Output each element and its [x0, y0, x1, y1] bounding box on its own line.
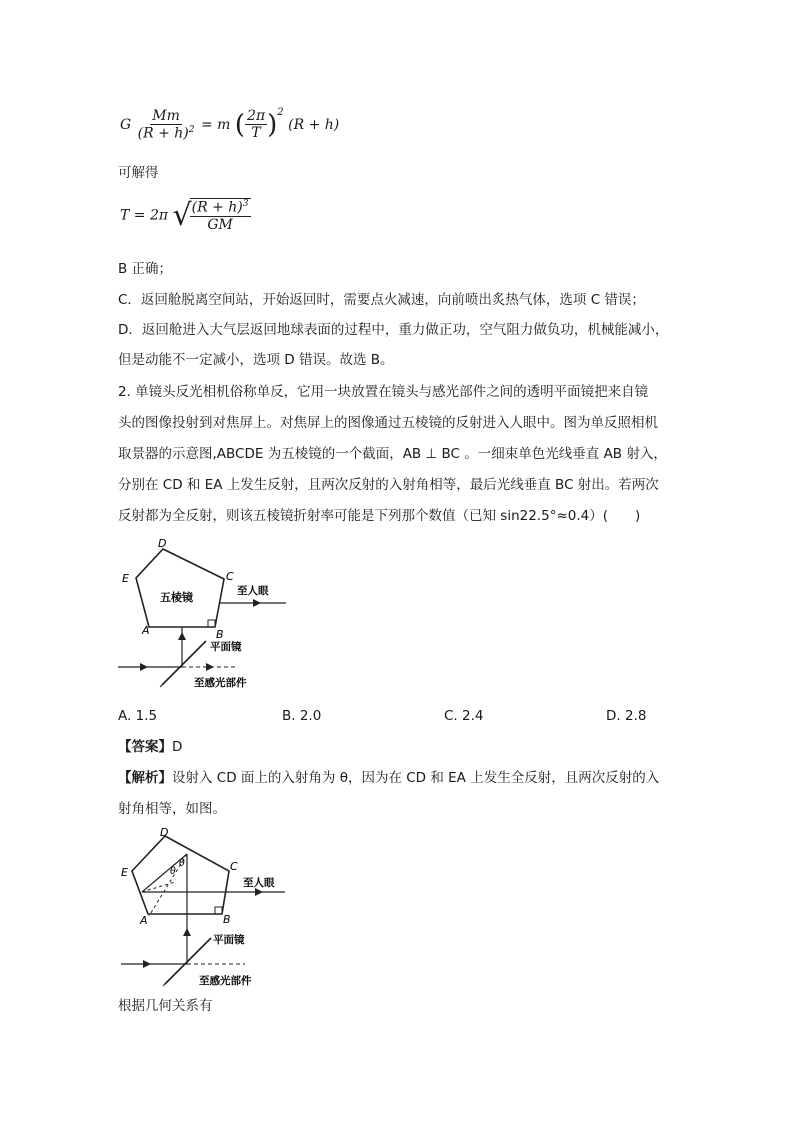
normal-line — [142, 882, 175, 892]
fraction-denominator — [136, 125, 197, 142]
question-line: 取景器的示意图,ABCDE 为五棱镜的一个截面，AB ⊥ BC 。一细束单色光线垂直 AB 射入， — [118, 446, 667, 462]
vertex-label-e: E — [122, 572, 129, 585]
fraction-denominator: GM — [207, 216, 233, 233]
mirror-label: 平面镜 — [210, 641, 242, 653]
arrow-head — [140, 663, 148, 671]
formula-term: (R + h) — [288, 116, 340, 133]
fraction-numerator: Mm — [152, 108, 180, 124]
pentaprism-figure — [110, 535, 300, 695]
analysis-text: 设射入 CD 面上的入射角为 θ，因为在 CD 和 EA 上发生全反射，且两次反射的入 — [172, 770, 660, 786]
formula-period — [120, 198, 251, 233]
eye-label: 至人眼 — [243, 877, 275, 889]
vertex-label-a: A — [142, 624, 150, 637]
formula-symbol: G — [120, 116, 132, 133]
option-a[interactable]: A. 1.5 — [118, 708, 158, 724]
fraction-numerator-text: (R + h) — [191, 199, 243, 216]
arrow-head — [253, 599, 261, 607]
exponent: 3 — [242, 199, 249, 210]
arrow-head — [206, 663, 214, 671]
right-angle-mark — [215, 907, 222, 914]
sqrt-sign: √ — [172, 198, 192, 233]
analysis-tag: 【解析】 — [118, 770, 172, 786]
question-line: 头的图像投射到对焦屏上。对焦屏上的图像通过五棱镜的反射进入人眼中。图为单反照相机 — [118, 415, 658, 431]
vertex-label-d: D — [160, 826, 169, 839]
fraction-denominator-text: (R + h) — [137, 125, 189, 142]
theta-label: θ — [170, 866, 176, 877]
vertex-label-e: E — [121, 866, 128, 879]
arrow-head — [143, 960, 151, 968]
text-line: D．返回舱进入大气层返回地球表面的过程中，重力做正功，空气阻力做负功，机械能减小， — [118, 322, 669, 338]
text-line: 根据几何关系有 — [118, 998, 213, 1014]
vertex-label-a: A — [140, 914, 148, 927]
question-line: 2. 单镜头反光相机俗称单反，它用一块放置在镜头与感光部件之间的透明平面镜把来自镜 — [118, 384, 649, 400]
analysis-line: 射角相等，如图。 — [118, 801, 226, 817]
answer-line — [118, 737, 182, 757]
equals-sign: = — [200, 116, 213, 133]
sensor-label: 至感光部件 — [194, 677, 247, 689]
answer-value: D — [172, 739, 183, 755]
formula-gravitation: G $\frac{Mm}{(R + h)^2}$ = m ( $\frac{2\pi}{T}$ )$^2$ (R + h) — [120, 107, 340, 142]
pentaprism-ray-figure — [115, 826, 295, 991]
question-line: 分别在 CD 和 EA 上发生反射，且两次反射的入射角相等，最后光线垂直 BC 射出。若两次 — [118, 477, 659, 493]
text-line: B 正确； — [118, 261, 173, 277]
eye-label: 至人眼 — [237, 585, 269, 597]
formula-lhs: T = 2π — [120, 207, 169, 224]
text-line: 但是动能不一定减小，选项 D 错误。故选 B。 — [118, 352, 394, 368]
question-line: 反射都为全反射，则该五棱镜折射率可能是下列那个数值（已知 sin22.5°≈0.4）( ) — [118, 508, 641, 524]
fraction-under-root — [190, 198, 251, 233]
fraction-mm — [136, 108, 197, 142]
text-line: 可解得 — [118, 165, 159, 181]
formula-symbol: m — [217, 116, 231, 133]
sensor-label: 至感光部件 — [199, 975, 252, 987]
vertex-label-c: C — [230, 860, 238, 873]
option-c[interactable]: C. 2.4 — [444, 708, 484, 724]
exponent: 2 — [277, 107, 284, 119]
vertex-label-d: D — [158, 537, 167, 550]
theta-label: θ — [179, 858, 185, 869]
option-d[interactable]: D. 2.8 — [606, 708, 647, 724]
option-b[interactable]: B. 2.0 — [282, 708, 322, 724]
fraction-denominator: T — [251, 125, 261, 142]
analysis-line — [118, 768, 659, 788]
arrow-head — [255, 888, 263, 896]
text-line: C．返回舱脱离空间站，开始返回时，需要点火减速，向前喷出炙热气体，选项 C 错误； — [118, 292, 645, 308]
vertex-label-b: B — [223, 913, 231, 926]
prism-label: 五棱镜 — [160, 591, 193, 604]
fraction-numerator — [190, 199, 251, 217]
answer-tag: 【答案】 — [118, 739, 172, 755]
arrow-head — [178, 632, 186, 640]
fraction-2pi-t — [245, 108, 267, 141]
exponent: 2 — [188, 125, 195, 135]
mirror-label: 平面镜 — [213, 934, 245, 946]
prism-outline — [132, 836, 229, 914]
prism-outline — [136, 549, 224, 627]
fraction-numerator: 2π — [247, 108, 266, 125]
arrow-head — [183, 928, 191, 936]
vertex-label-b: B — [216, 628, 224, 641]
right-angle-mark — [208, 620, 215, 627]
vertex-label-c: C — [226, 570, 234, 583]
